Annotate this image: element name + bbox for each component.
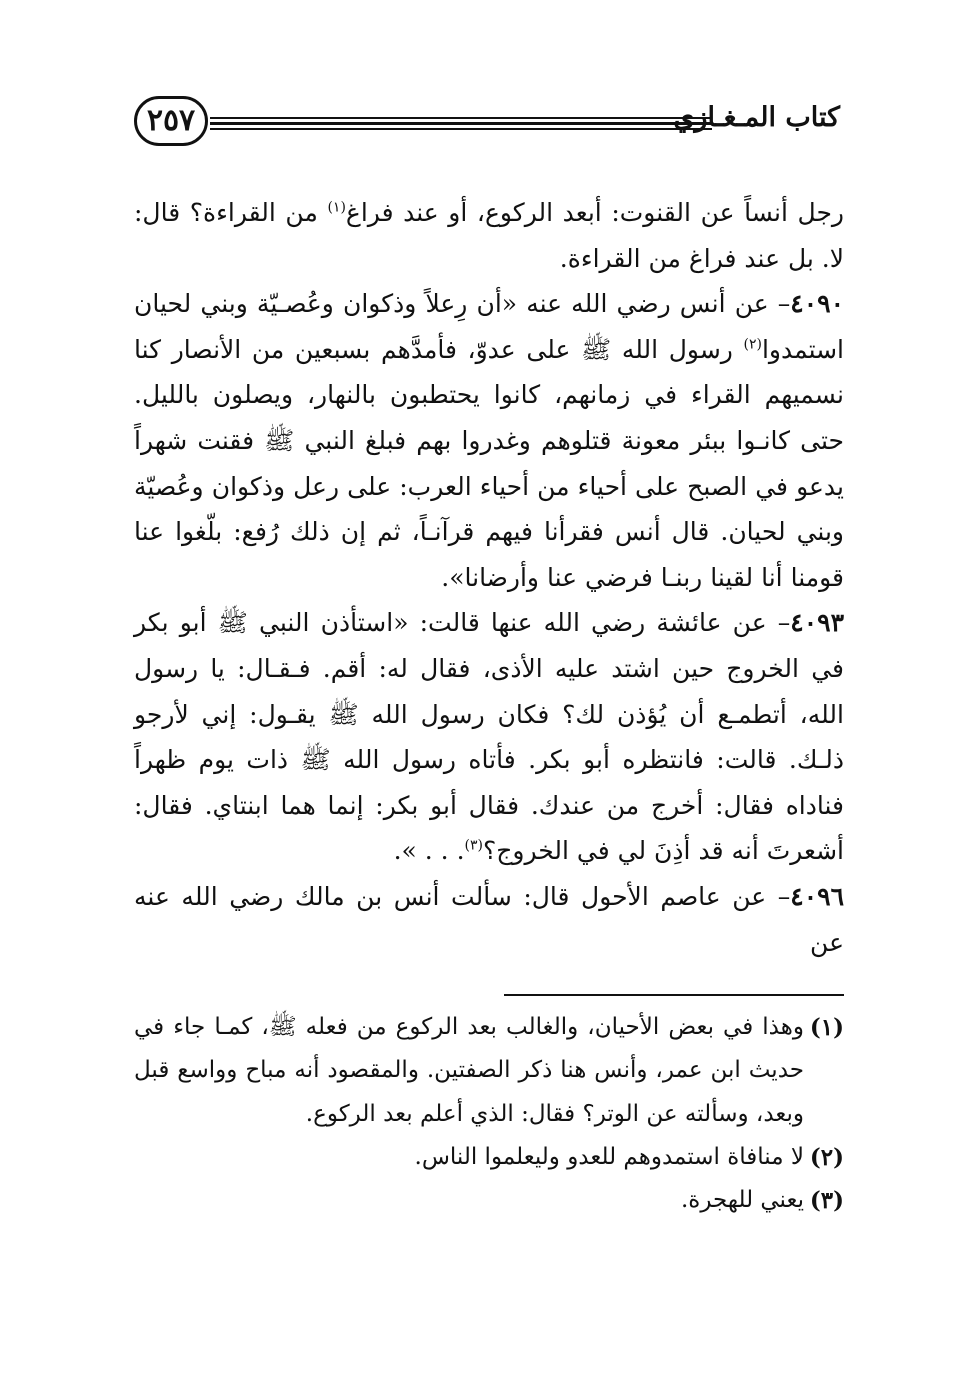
page-number: ٢٥٧: [146, 103, 196, 138]
header-rule: [210, 117, 712, 130]
hadith-4090: ٤٠٩٠– عن أنس رضي الله عنه «أن رِعلاً وذكوان وعُصـيّة وبني لحيان استمدوا$^{(٢)}$ رسول الله ﷺ على عدوّ، فأمدَّهم بسبعين من الأنصار كنا نسميهم القراء في زمانهم، كانوا يحتطبون بالنهار، ويصلون بالليل. حتى كانـوا ببئر معونة قتلوهم وغدروا بهم فبلغ النبي ﷺ فقنت شهراً يدعو في الصبح على أحياء من أحياء العرب: على رعل وذكوان وعُصيّة وبني لحيان. قال أنس فقرأنا فيهم قرآنـاً، ثم إن ذلك رُفع: بلّغوا عنا قومنا أنا لقينا ربنـا فرضي عنا وأرضانا».: [134, 289, 844, 592]
footnote-2: [134, 1136, 844, 1179]
footnote-1: [134, 1006, 844, 1136]
main-text: [134, 190, 844, 965]
footnote-3: [134, 1179, 844, 1222]
hadith-4096: ٤٠٩٦– عن عاصم الأحول قال: سألت أنس بن مالك رضي الله عنه عن: [134, 881, 844, 957]
intro-paragraph: رجل أنساً عن القنوت: أبعد الركوع، أو عند فراغ$^{(١)}$ من القراءة؟ قال: لا. بل عند فراغ من القراءة.: [134, 198, 844, 273]
footnote-text: لا منافاة استمدوهم للعدو وليعلموا الناس.: [414, 1143, 804, 1170]
footnote-text: وهذا في بعض الأحيان، والغالب بعد الركوع من فعله ﷺ، كمـا جاء في حديث ابن عمر، وأنس هنا ذكر الصفتين. والمقصود أنه مباح وواسع قبل وبعد، وسألته عن الوتر؟ فقال: الذي أعلم بعد الركوع.: [134, 1014, 804, 1127]
hadith-number: ٤٠٩٣: [790, 608, 844, 638]
footnote-number: (٢): [809, 1143, 844, 1171]
hadith-number: ٤٠٩٠: [790, 289, 844, 319]
page-number-badge: [134, 96, 208, 146]
footnote-text: يعني للهجرة.: [680, 1187, 804, 1214]
book-title: كتاب المـغـازي: [673, 102, 840, 133]
footnote-divider: [504, 994, 844, 996]
footnote-ref-1: (١): [327, 199, 346, 216]
hadith-number: ٤٠٩٦: [790, 881, 844, 911]
footnote-ref-2: (٢): [743, 336, 762, 353]
hadith-4093: ٤٠٩٣– عن عائشة رضي الله عنها قالت: «استأذن النبي ﷺ أبو بكر في الخروج حين اشتد عليه الأذى، فقال له: أقم. فـقـال: يا رسول الله، أتطمـع أن يُؤذن لك؟ فكان رسول الله ﷺ يقـول: إني لأرجو ذلـك. قالت: فانتظره أبو بكر. فأتاه رسول الله ﷺ ذات يوم ظهراً فناداه فقال: أخرج من عندك. فقال أبو بكر: إنما هما ابنتاي. فقال: أشعرتَ أنه قد أذِنَ لي في الخروج؟$^{(٣)}$. . . ».: [134, 608, 844, 866]
footnote-number: (١): [809, 1014, 844, 1041]
page-header: [134, 96, 840, 154]
footnote-number: (٣): [809, 1187, 844, 1215]
footnotes: [134, 1006, 844, 1222]
footnote-ref-3: (٣): [464, 837, 483, 854]
